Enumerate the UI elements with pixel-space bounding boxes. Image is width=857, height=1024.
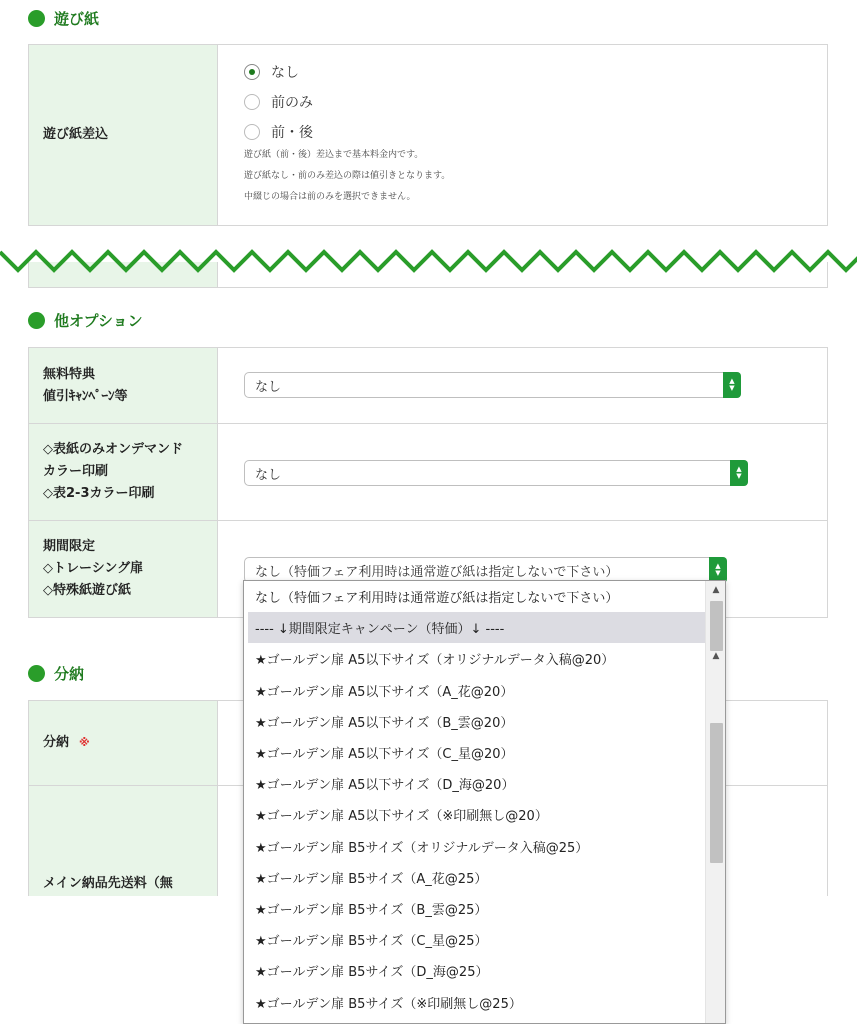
- label-line: 分納: [43, 735, 70, 750]
- dropdown-scrollbar[interactable]: [705, 581, 725, 1023]
- asobigami-label: 遊び紙差込: [29, 45, 218, 225]
- row-label: [29, 786, 218, 901]
- radio-option-none[interactable]: [244, 57, 827, 87]
- row-label: [29, 701, 218, 785]
- green-dot-icon: [28, 665, 45, 682]
- chevron-up-icon[interactable]: ▲: [712, 585, 720, 595]
- label-line: カラー印刷: [43, 464, 109, 479]
- label-line: メイン納品先送料（無: [43, 876, 173, 891]
- chevron-up-down-icon[interactable]: ▲ ▼: [723, 372, 741, 398]
- dropdown-option[interactable]: ★ゴールデン扉 A5以下サイズ（B_雲@20）: [255, 715, 514, 731]
- dropdown-option[interactable]: ★ゴールデン扉 A5以下サイズ（オリジナルデータ入稿@20）: [255, 653, 615, 669]
- label-line: 期間限定: [43, 539, 96, 554]
- radio-label: 前・後: [271, 125, 313, 141]
- limited-paper-dropdown-list[interactable]: [243, 580, 726, 1024]
- radio-label: 前のみ: [271, 95, 313, 111]
- row-label: [29, 424, 218, 520]
- radio-checked-icon[interactable]: [244, 64, 260, 80]
- select-value: なし: [255, 467, 282, 483]
- required-mark: ※: [79, 736, 90, 749]
- dropdown-option[interactable]: ★ゴールデン扉 B5サイズ（※印刷無し@25）: [255, 996, 522, 1012]
- radio-unchecked-icon[interactable]: [244, 94, 260, 110]
- asobigami-row: [29, 45, 827, 226]
- dropdown-option[interactable]: ★ゴールデン扉 B5サイズ（A_花@25）: [255, 871, 488, 887]
- label-line: 値引ｷｬﾝﾍﾟｰﾝ等: [43, 388, 128, 404]
- dropdown-option[interactable]: ---- ↓期間限定キャンペーン（特価）↓ ----: [248, 612, 705, 643]
- green-dot-icon: [28, 312, 45, 329]
- row-value: [218, 348, 827, 423]
- select-value: なし: [255, 379, 282, 395]
- row-value: [218, 424, 827, 520]
- dropdown-option[interactable]: ★ゴールデン扉 A5以下サイズ（※印刷無し@20）: [255, 809, 548, 825]
- select-value: なし（特価フェア利用時は通常遊び紙は指定しないで下さい）: [255, 564, 619, 580]
- section-title-other: [28, 310, 143, 330]
- label-line: ◇特殊紙遊び紙: [43, 583, 131, 598]
- other-options-table: [28, 347, 828, 618]
- dropdown-option[interactable]: ★ゴールデン扉 A5以下サイズ（A_花@20）: [255, 684, 514, 700]
- radio-unchecked-icon[interactable]: [244, 124, 260, 140]
- dropdown-option[interactable]: ★ゴールデン扉 B5サイズ（D_海@25）: [255, 965, 489, 981]
- section-title-asobigami: [28, 8, 99, 28]
- chevron-up-down-icon[interactable]: ▲ ▼: [709, 557, 727, 583]
- row-label: [29, 348, 218, 423]
- note-text: 中綴じの場合は前のみを選択できません。: [244, 192, 416, 202]
- dropdown-option[interactable]: なし（特価フェア利用時は通常遊び紙は指定しないで下さい）: [255, 591, 619, 607]
- radio-option-front[interactable]: [244, 87, 827, 117]
- section-title-text: 分納: [54, 664, 85, 683]
- chevron-up-icon[interactable]: ▲: [712, 651, 720, 661]
- dropdown-option[interactable]: ★ゴールデン扉 B5サイズ（C_星@25）: [255, 934, 488, 950]
- green-dot-icon: [28, 10, 45, 27]
- dropdown-option[interactable]: ★ゴールデン扉 A5以下サイズ（C_星@20）: [255, 747, 514, 763]
- label-line: ◇表紙のみオンデマンド: [43, 442, 183, 457]
- label-line: ◇表2-3カラー印刷: [43, 486, 155, 501]
- free-bonus-select[interactable]: [244, 372, 741, 398]
- note-text: 遊び紙なし・前のみ差込の際は値引きとなります。: [244, 171, 451, 181]
- chevron-up-down-icon[interactable]: ▲ ▼: [730, 460, 748, 486]
- zigzag-divider: [0, 244, 857, 278]
- dropdown-option[interactable]: ★ゴールデン扉 A5以下サイズ（D_海@20）: [255, 778, 515, 794]
- other-row-free-bonus: [29, 348, 827, 424]
- scroll-thumb[interactable]: [710, 723, 723, 863]
- section-title-bunno: [28, 663, 84, 683]
- radio-option-front-back[interactable]: [244, 117, 827, 147]
- asobigami-value: [218, 45, 827, 225]
- scroll-thumb[interactable]: [710, 601, 723, 651]
- section-title-text: 遊び紙: [54, 9, 100, 28]
- dropdown-option[interactable]: ★ゴールデン扉 B5サイズ（オリジナルデータ入稿@25）: [255, 840, 589, 856]
- color-print-select[interactable]: [244, 460, 748, 486]
- asobigami-table: [28, 44, 828, 226]
- dropdown-options: [244, 581, 725, 1018]
- radio-label: なし: [271, 65, 299, 81]
- note-text: 遊び紙（前・後）差込まで基本料金内です。: [244, 150, 424, 160]
- dropdown-option[interactable]: ★ゴールデン扉 B5サイズ（B_雲@25）: [255, 902, 488, 918]
- label-line: ◇トレーシング扉: [43, 561, 144, 576]
- section-title-text: 他オプション: [54, 311, 143, 330]
- row-label: [29, 521, 218, 617]
- label-line: 無料特典: [43, 366, 96, 382]
- other-row-color-print: [29, 424, 827, 521]
